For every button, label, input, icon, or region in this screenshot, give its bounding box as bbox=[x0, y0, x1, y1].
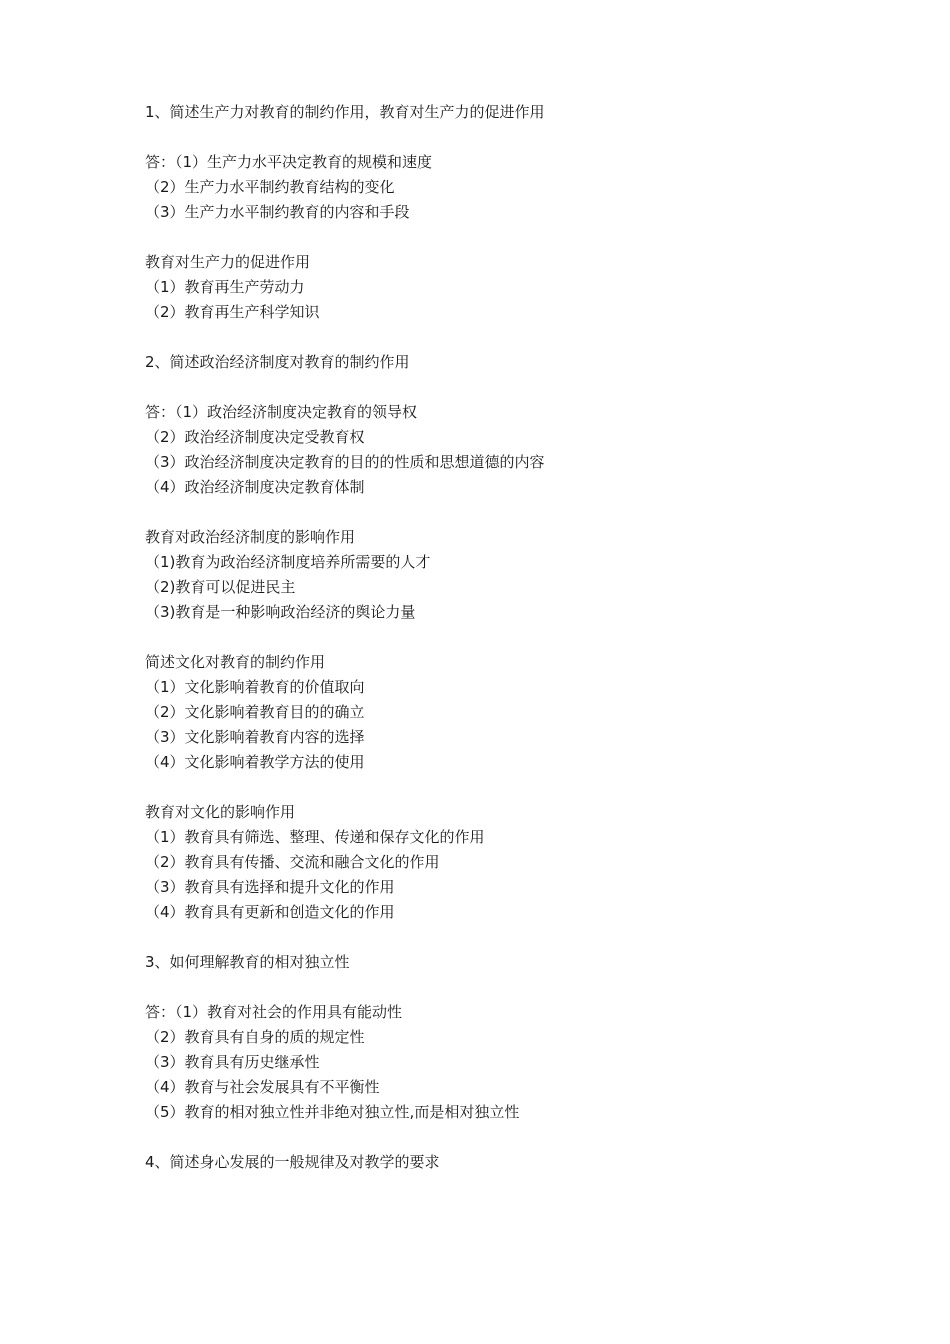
question-heading: 4、简述身心发展的一般规律及对教学的要求 bbox=[145, 1153, 440, 1171]
answer-line: 答：（1）教育对社会的作用具有能动性 bbox=[145, 1003, 403, 1021]
answer-line: 答：（1）生产力水平决定教育的规模和速度 bbox=[145, 153, 433, 171]
list-item: （4）教育与社会发展具有不平衡性 bbox=[145, 1078, 380, 1096]
question-heading: 1、简述生产力对教育的制约作用，教育对生产力的促进作用 bbox=[145, 103, 545, 121]
list-item: （2）文化影响着教育目的的确立 bbox=[145, 703, 365, 721]
blank-line bbox=[145, 500, 845, 525]
section-heading: 简述文化对教育的制约作用 bbox=[145, 653, 326, 671]
list-item: （3）政治经济制度决定教育的目的的性质和思想道德的内容 bbox=[145, 453, 545, 471]
blank-line bbox=[145, 625, 845, 650]
list-item: （5）教育的相对独立性并非绝对独立性,而是相对独立性 bbox=[145, 1103, 520, 1121]
section-heading: 教育对生产力的促进作用 bbox=[145, 253, 311, 271]
list-item: （1）教育再生产劳动力 bbox=[145, 278, 305, 296]
list-item: （3）教育具有选择和提升文化的作用 bbox=[145, 878, 395, 896]
list-item: （2）教育具有自身的质的规定性 bbox=[145, 1028, 365, 1046]
blank-line bbox=[145, 925, 845, 950]
section-heading: 教育对政治经济制度的影响作用 bbox=[145, 528, 356, 546]
question-heading: 3、如何理解教育的相对独立性 bbox=[145, 953, 350, 971]
list-item: （1)教育为政治经济制度培养所需要的人才 bbox=[145, 553, 431, 571]
list-item: （3)教育是一种影响政治经济的舆论力量 bbox=[145, 603, 416, 621]
blank-line bbox=[145, 1125, 845, 1150]
list-item: （3）生产力水平制约教育的内容和手段 bbox=[145, 203, 410, 221]
list-item: （3）文化影响着教育内容的选择 bbox=[145, 728, 365, 746]
list-item: （4）文化影响着教学方法的使用 bbox=[145, 753, 365, 771]
list-item: （2）教育再生产科学知识 bbox=[145, 303, 320, 321]
blank-line bbox=[145, 325, 845, 350]
list-item: （2）政治经济制度决定受教育权 bbox=[145, 428, 365, 446]
list-item: （2）生产力水平制约教育结构的变化 bbox=[145, 178, 395, 196]
list-item: （3）教育具有历史继承性 bbox=[145, 1053, 320, 1071]
answer-line: 答：（1）政治经济制度决定教育的领导权 bbox=[145, 403, 418, 421]
list-item: （4）政治经济制度决定教育体制 bbox=[145, 478, 365, 496]
blank-line bbox=[145, 775, 845, 800]
list-item: （2）教育具有传播、交流和融合文化的作用 bbox=[145, 853, 440, 871]
blank-line bbox=[145, 375, 845, 400]
list-item: （2)教育可以促进民主 bbox=[145, 578, 296, 596]
list-item: （4）教育具有更新和创造文化的作用 bbox=[145, 903, 395, 921]
blank-line bbox=[145, 225, 845, 250]
section-heading: 教育对文化的影响作用 bbox=[145, 803, 296, 821]
list-item: （1）教育具有筛选、整理、传递和保存文化的作用 bbox=[145, 828, 485, 846]
document-body bbox=[145, 100, 845, 1175]
blank-line bbox=[145, 125, 845, 150]
list-item: （1）文化影响着教育的价值取向 bbox=[145, 678, 365, 696]
question-heading: 2、简述政治经济制度对教育的制约作用 bbox=[145, 353, 410, 371]
blank-line bbox=[145, 975, 845, 1000]
